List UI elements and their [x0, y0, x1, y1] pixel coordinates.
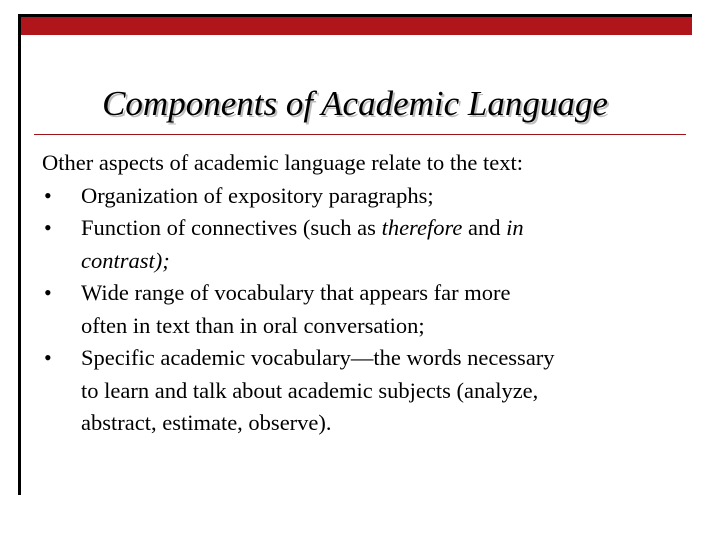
bullet-text: and [462, 215, 507, 240]
bullet-line: Specific academic vocabulary—the words necessary [81, 345, 555, 370]
header-accent-bar [18, 14, 692, 35]
bullet-item-organization [42, 180, 687, 213]
bullet-line: to learn and talk about academic subjects (analyze, [81, 377, 539, 403]
bullet-item-connectives [42, 212, 687, 277]
bullet-text: Function of connectives (such as [81, 215, 382, 240]
title-divider [34, 134, 686, 135]
bullet-item-academic-vocabulary [42, 342, 687, 440]
bullet-line: Wide range of vocabulary that appears far more [81, 280, 511, 305]
bullet-line: abstract, estimate, observe). [81, 410, 332, 435]
intro-text: Other aspects of academic language relate to the text: [42, 150, 524, 175]
slide-title: Components of Academic Language [102, 84, 608, 123]
emphasis-therefore: therefore [381, 215, 463, 240]
bullet-icon: • [44, 182, 52, 208]
bullet-line: Organization of expository paragraphs; [81, 182, 434, 208]
slide-body [42, 147, 687, 440]
bullet-icon: • [44, 215, 52, 240]
emphasis-contrast: contrast); [81, 247, 170, 273]
bullet-line [81, 212, 687, 245]
left-frame-rule [18, 14, 21, 495]
emphasis-in: in [506, 215, 524, 240]
title-container [30, 82, 680, 126]
bullet-item-vocabulary-range [42, 277, 687, 342]
bullet-icon: • [44, 280, 52, 305]
bullet-list [42, 180, 687, 440]
bullet-line: often in text than in oral conversation; [81, 312, 425, 338]
bullet-icon: • [44, 345, 52, 370]
